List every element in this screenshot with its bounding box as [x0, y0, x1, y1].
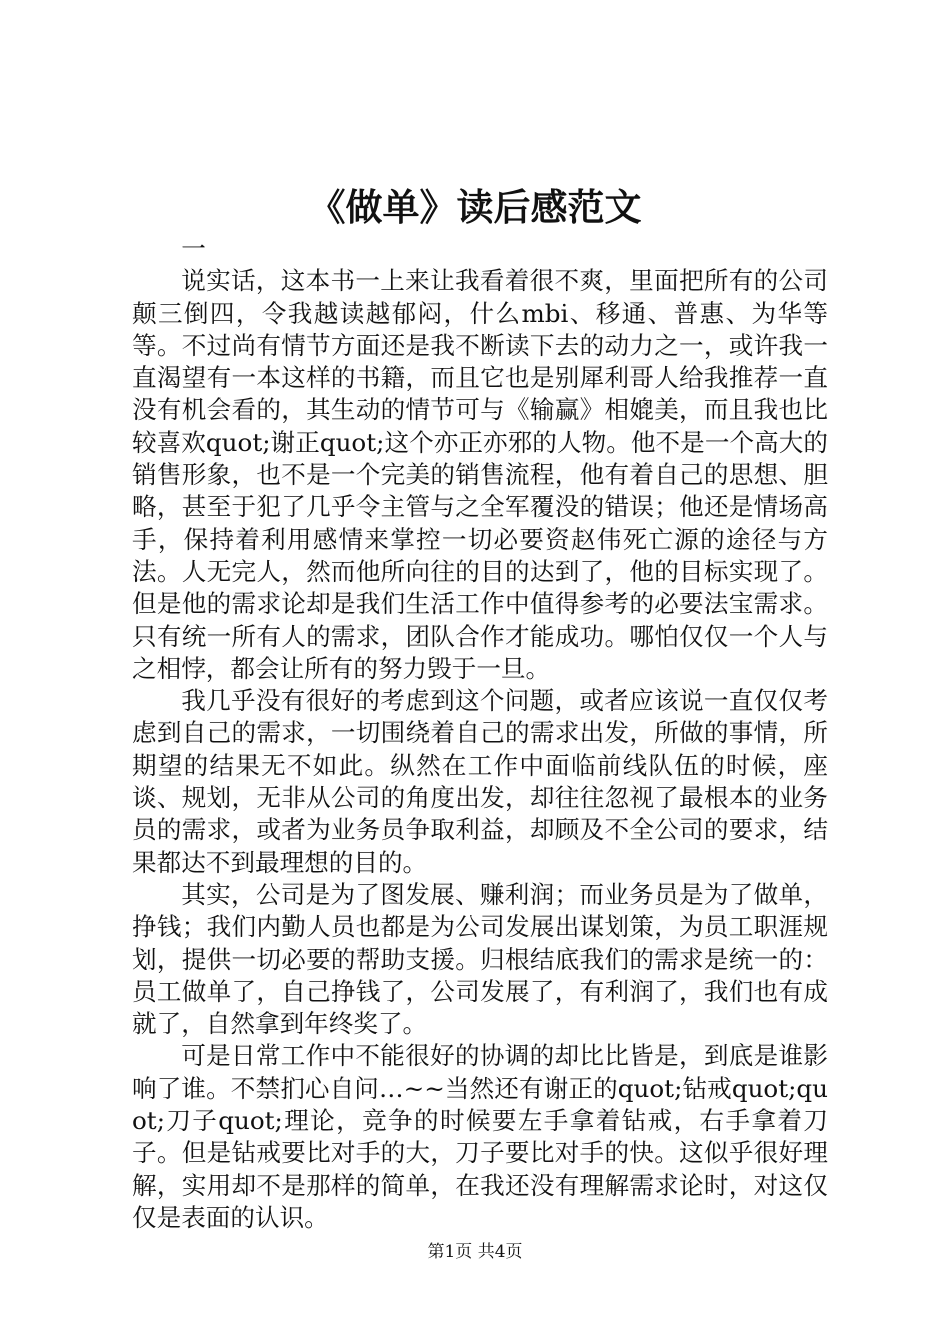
paragraph-4: 可是日常工作中不能很好的协调的却比比皆是，到底是谁影响了谁。不禁扪心自问…~~当然还有谢正的quot;钻戒quot;quot;刀子quot;理论，竞争的时候要左手拿着钻戒，右手拿着刀子。但是钻戒要比对手的大，刀子要比对手的快。这似乎很好理解，实用却不是那样的简单，在我还没有理解需求论时，对这仅仅是表面的认识。 [132, 1041, 828, 1232]
page-footer: 第1页 共4页 [427, 1242, 523, 1262]
document-title: 《做单》读后感范文 [308, 185, 642, 229]
section-number: 一 [181, 234, 206, 263]
document-body [132, 233, 828, 1234]
paragraph-1: 说实话，这本书一上来让我看着很不爽，里面把所有的公司颠三倒四，令我越读越郁闷，什么mbi、移通、普惠、为华等等。不过尚有情节方面还是我不断读下去的动力之一，或许我一直渴望有一本这样的书籍，而且它也是别犀利哥人给我推荐一直没有机会看的，其生动的情节可与《输赢》相媲美，而且我也比较喜欢quot;谢正quot;这个亦正亦邪的人物。他不是一个高大的销售形象，也不是一个完美的销售流程，他有着自己的思想、胆略，甚至于犯了几乎令主管与之全军覆没的错误；他还是情场高手，保持着利用感情来掌控一切必要资赵伟死亡源的途径与方法。人无完人，然而他所向往的目的达到了，他的目标实现了。但是他的需求论却是我们生活工作中值得参考的必要法宝需求。只有统一所有人的需求，团队合作才能成功。哪怕仅仅一个人与之相悖，都会让所有的努力毁于一旦。 [132, 266, 828, 683]
paragraph-2: 我几乎没有很好的考虑到这个问题，或者应该说一直仅仅考虑到自己的需求，一切围绕着自己的需求出发，所做的事情，所期望的结果无不如此。纵然在工作中面临前线队伍的时候，座谈、规划，无非从公司的角度出发，却往往忽视了最根本的业务员的需求，或者为业务员争取利益，却顾及不全公司的要求，结果都达不到最理想的目的。 [132, 686, 828, 877]
paragraph-3: 其实，公司是为了图发展、赚利润；而业务员是为了做单，挣钱；我们内勤人员也都是为公司发展出谋划策，为员工职涯规划，提供一切必要的帮助支援。归根结底我们的需求是统一的：员工做单了，自己挣钱了，公司发展了，有利润了，我们也有成就了，自然拿到年终奖了。 [132, 879, 828, 1039]
